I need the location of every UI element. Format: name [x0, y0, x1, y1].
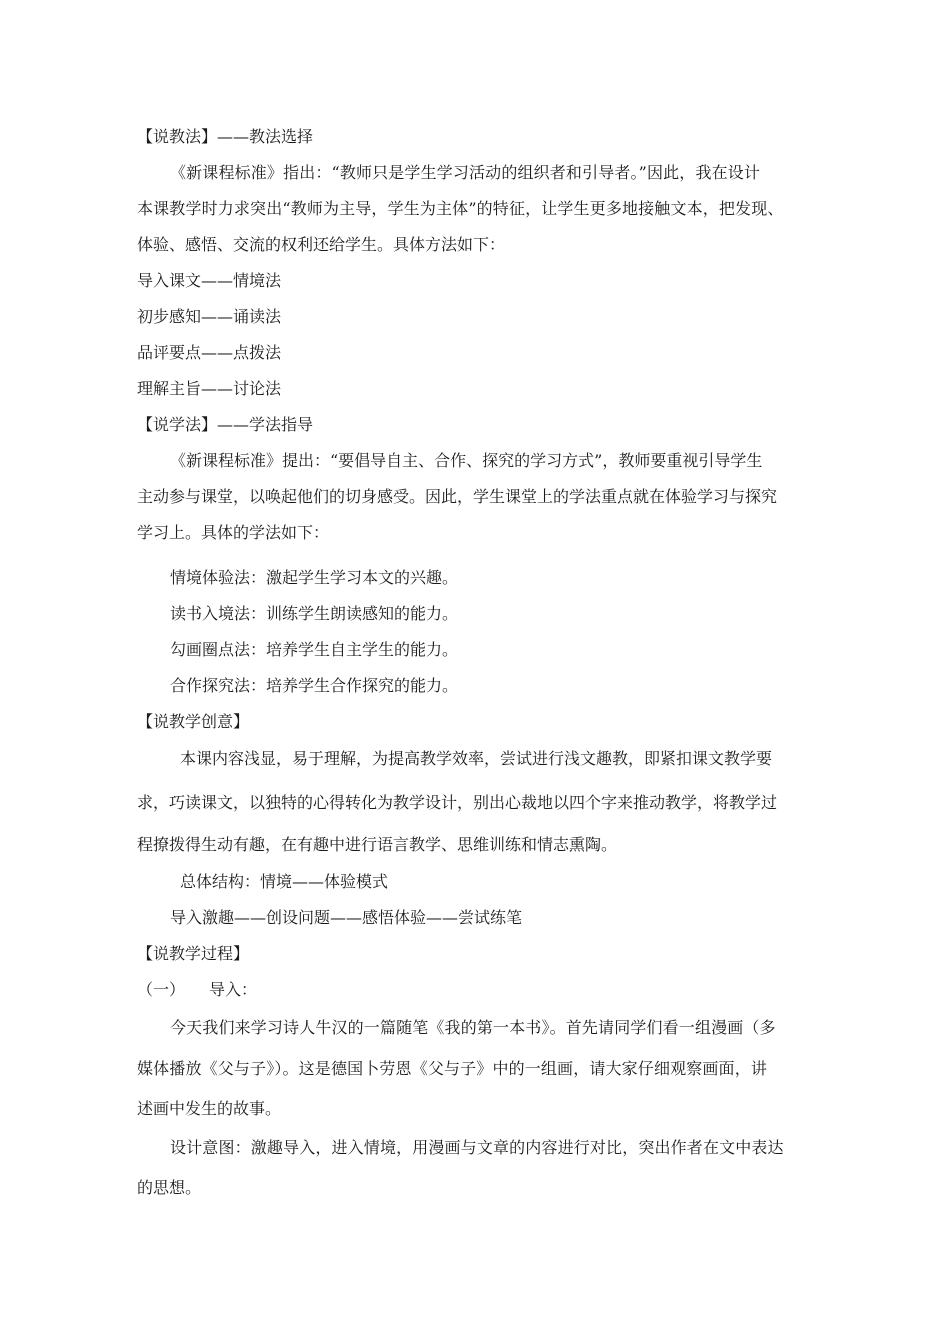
paragraph-line: 的思想。	[137, 1178, 202, 1197]
method-item: 导入课文——情境法	[137, 271, 282, 290]
section-heading-teaching-process: 【说教学过程】	[137, 944, 250, 963]
section-heading-study-method: 【说学法】——学法指导	[137, 415, 314, 434]
step-number: （一）	[137, 980, 186, 999]
paragraph-line: 《新课程标准》提出：“要倡导自主、合作、探究的学习方式”，教师要重视引导学生	[170, 451, 763, 470]
study-item: 情境体验法：激起学生学习本文的兴趣。	[170, 568, 459, 587]
paragraph-line: 本课内容浅显，易于理解，为提高教学效率，尝试进行浅文趣教，即紧扣课文教学要	[180, 749, 773, 768]
paragraph-line: 今天我们来学习诗人牛汉的一篇随笔《我的第一本书》。首先请同学们看一组漫画（多	[170, 1018, 776, 1037]
paragraph-line: 程撩拨得生动有趣，在有趣中进行语言教学、思维训练和情志熏陶。	[137, 835, 618, 854]
study-item: 读书入境法：训练学生朗读感知的能力。	[170, 604, 459, 623]
paragraph-line: 《新课程标准》指出：“教师只是学生学习活动的组织者和引导者。”因此，我在设计	[170, 163, 761, 182]
section-heading-teaching-method: 【说教法】——教法选择	[137, 127, 314, 146]
step-line	[137, 980, 257, 1000]
paragraph-line: 体验、感悟、交流的权利还给学生。具体方法如下：	[137, 235, 506, 254]
paragraph-line: 本课教学时力求突出“教师为主导，学生为主体”的特征，让学生更多地接触文本，把发现、	[137, 199, 784, 218]
method-item: 品评要点——点拨法	[137, 343, 282, 362]
method-item: 理解主旨——讨论法	[137, 379, 282, 398]
paragraph-line: 求，巧读课文，以独特的心得转化为教学设计，别出心裁地以四个字来推动教学，将教学过	[137, 793, 778, 812]
section-heading-teaching-idea: 【说教学创意】	[137, 712, 250, 731]
study-item: 合作探究法：培养学生合作探究的能力。	[170, 676, 459, 695]
paragraph-line: 媒体播放《父与子》）。这是德国卜劳恩《父与子》中的一组画，请大家仔细观察画面，讲	[137, 1059, 768, 1078]
paragraph-line: 设计意图：激趣导入，进入情境，用漫画与文章的内容进行对比，突出作者在文中表达	[170, 1138, 784, 1157]
method-item: 初步感知——诵读法	[137, 307, 282, 326]
step-label: 导入：	[209, 980, 258, 999]
flow-line: 导入激趣——创设问题——感悟体验——尝试练笔	[170, 908, 523, 927]
study-item: 勾画圈点法：培养学生自主学生的能力。	[170, 640, 459, 659]
paragraph-line: 述画中发生的故事。	[137, 1099, 282, 1118]
structure-line: 总体结构：情境——体验模式	[180, 872, 389, 891]
paragraph-line: 主动参与课堂，以唤起他们的切身感受。因此，学生课堂上的学法重点就在体验学习与探究	[137, 487, 778, 506]
paragraph-line: 学习上。具体的学法如下：	[137, 523, 330, 542]
